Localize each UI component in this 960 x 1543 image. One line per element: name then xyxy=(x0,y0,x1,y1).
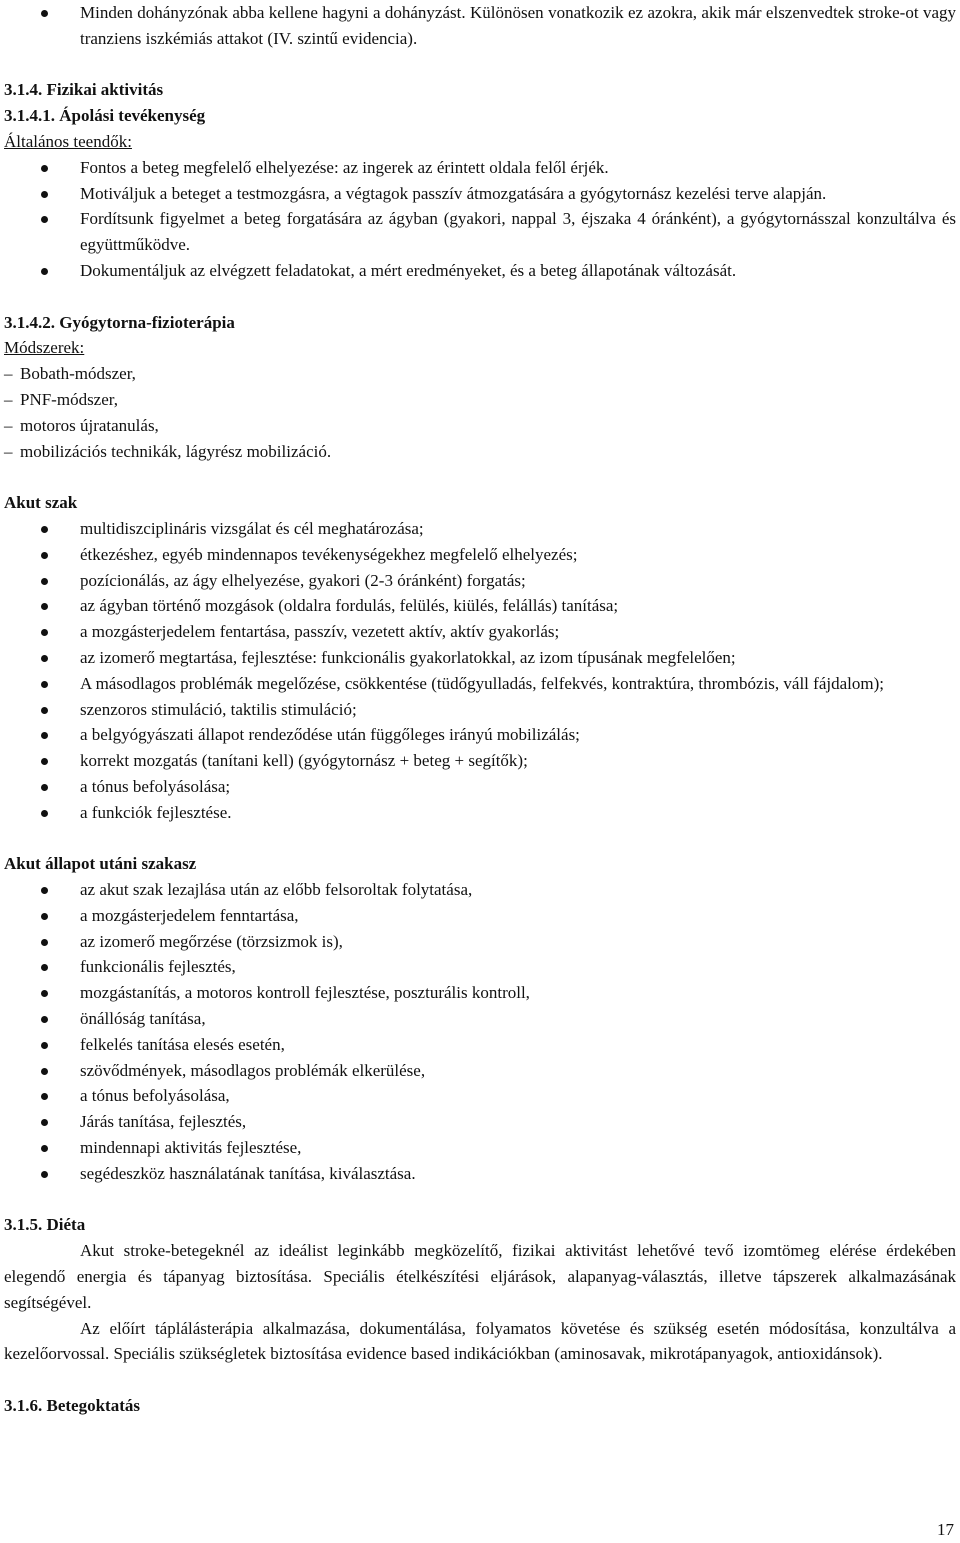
bullet-icon xyxy=(41,784,48,791)
list-item xyxy=(4,361,956,387)
section-heading-akut-szak: Akut szak xyxy=(4,493,78,513)
bullet-icon xyxy=(41,10,48,17)
dash-icon: – xyxy=(4,415,13,435)
bullet-icon xyxy=(41,1016,48,1023)
dash-icon: – xyxy=(4,389,13,409)
bullet-icon xyxy=(41,810,48,817)
list-item xyxy=(4,645,956,671)
list-item xyxy=(4,619,956,645)
list-item xyxy=(4,1032,956,1058)
list-item-text: a mozgásterjedelem fentartása, passzív, vezetett aktív, aktív gyakorlás; xyxy=(80,622,560,642)
list-item-text: segédeszköz használatának tanítása, kiválasztása. xyxy=(80,1163,416,1183)
bullet-icon xyxy=(41,1171,48,1178)
list-item xyxy=(4,439,956,465)
list-item xyxy=(4,929,956,955)
post-acute-bullet-list xyxy=(4,877,956,1187)
diet-paragraph: Akut stroke-betegeknél az ideálist leginkább megközelítő, fizikai aktivitást lehetővé tevő izomtömeg elérése érdekében elegendő energia és tápanyag biztosítása. Speciális ételkészítési eljárások, alapanyag-választás, illetve tápszerek alkalmazásának segítségével. xyxy=(4,1241,956,1312)
bullet-icon xyxy=(41,1093,48,1100)
section-heading-3-1-5: 3.1.5. Diéta xyxy=(4,1215,86,1235)
bullet-icon xyxy=(41,1068,48,1075)
list-item xyxy=(4,1109,956,1135)
list-item-text: önállóság tanítása, xyxy=(80,1009,206,1029)
intro-bullet-list xyxy=(4,0,956,52)
list-item-text: mobilizációs technikák, lágyrész mobilizáció. xyxy=(20,441,332,461)
list-item-text: funkcionális fejlesztés, xyxy=(80,957,236,977)
list-item xyxy=(4,181,956,207)
list-item xyxy=(4,593,956,619)
list-item xyxy=(4,568,956,594)
list-item-text: mindennapi aktivitás fejlesztése, xyxy=(80,1138,302,1158)
list-item xyxy=(4,903,956,929)
subheading-general-tasks: Általános teendők: xyxy=(4,131,132,151)
list-item-text: Minden dohányzónak abba kellene hagyni a dohányzást. Különösen vonatkozik ez azokra, akik már elszenvedtek stroke-ot vagy tranziens iszkémiás attakot (IV. szintű evidencia). xyxy=(80,3,956,48)
spacer xyxy=(4,1187,956,1213)
bullet-icon xyxy=(41,964,48,971)
list-item-text: a belgyógyászati állapot rendeződése után függőleges irányú mobilizálás; xyxy=(80,725,580,745)
list-item xyxy=(4,155,956,181)
list-item xyxy=(4,800,956,826)
list-item-text: felkelés tanítása elesés esetén, xyxy=(80,1034,285,1054)
list-item xyxy=(4,748,956,774)
list-item xyxy=(4,413,956,439)
list-item xyxy=(4,258,956,284)
bullet-icon xyxy=(41,191,48,198)
bullet-icon xyxy=(41,526,48,533)
bullet-icon xyxy=(41,1119,48,1126)
list-item xyxy=(4,1161,956,1187)
section-heading-3-1-4-2: 3.1.4.2. Gyógytorna-fizioterápia xyxy=(4,312,235,332)
bullet-icon xyxy=(41,758,48,765)
section-heading-post-acute: Akut állapot utáni szakasz xyxy=(4,854,197,874)
dash-icon: – xyxy=(4,364,13,384)
bullet-icon xyxy=(41,681,48,688)
bullet-icon xyxy=(41,629,48,636)
bullet-icon xyxy=(41,1042,48,1049)
page-number: 17 xyxy=(937,1520,954,1539)
methods-dash-list xyxy=(4,361,956,464)
section-heading-3-1-6: 3.1.6. Betegoktatás xyxy=(4,1396,140,1416)
bullet-icon xyxy=(41,165,48,172)
list-item-text: a tónus befolyásolása, xyxy=(80,1086,230,1106)
list-item-text: étkezéshez, egyéb mindennapos tevékenységekhez megfelelő elhelyezés; xyxy=(80,544,578,564)
list-item xyxy=(4,542,956,568)
list-item-text: a funkciók fejlesztése. xyxy=(80,802,232,822)
list-item-text: motoros újratanulás, xyxy=(20,415,159,435)
list-item-text: Járás tanítása, fejlesztés, xyxy=(80,1112,247,1132)
nursing-bullet-list xyxy=(4,155,956,284)
list-item-text: PNF-módszer, xyxy=(20,389,119,409)
list-item-text: pozícionálás, az ágy elhelyezése, gyakori (2-3 óránként) forgatás; xyxy=(80,570,526,590)
list-item-text: a tónus befolyásolása; xyxy=(80,776,231,796)
spacer xyxy=(4,52,956,78)
bullet-icon xyxy=(41,732,48,739)
bullet-icon xyxy=(41,913,48,920)
list-item-text: mozgástanítás, a motoros kontroll fejlesztése, poszturális kontroll, xyxy=(80,983,530,1003)
list-item xyxy=(4,387,956,413)
list-item xyxy=(4,1006,956,1032)
list-item xyxy=(4,877,956,903)
list-item xyxy=(4,954,956,980)
list-item xyxy=(4,1135,956,1161)
list-item-text: az akut szak lezajlása után az előbb felsoroltak folytatása, xyxy=(80,880,473,900)
bullet-icon xyxy=(41,578,48,585)
bullet-icon xyxy=(41,216,48,223)
acute-bullet-list xyxy=(4,516,956,826)
bullet-icon xyxy=(41,655,48,662)
list-item xyxy=(4,774,956,800)
bullet-icon xyxy=(41,939,48,946)
list-item xyxy=(4,1083,956,1109)
list-item-text: multidiszciplináris vizsgálat és cél meghatározása; xyxy=(80,518,424,538)
spacer xyxy=(4,284,956,310)
list-item-text: szövődmények, másodlagos problémák elkerülése, xyxy=(80,1060,426,1080)
bullet-icon xyxy=(41,990,48,997)
diet-paragraph: Az előírt táplálásterápia alkalmazása, dokumentálása, folyamatos követése és szükség esetén módosítása, konzultálva a kezelőorvossal. Speciális szükségletek biztosítása evidence based indikációkban (aminosavak, mikrotápanyagok, antioxidánsok). xyxy=(4,1318,956,1364)
list-item xyxy=(4,0,956,52)
list-item xyxy=(4,722,956,748)
bullet-icon xyxy=(41,603,48,610)
list-item xyxy=(4,1058,956,1084)
list-item-text: az ágyban történő mozgások (oldalra fordulás, felülés, kiülés, felállás) tanítása; xyxy=(80,596,619,616)
list-item xyxy=(4,206,956,258)
list-item-text: az izomerő megtartása, fejlesztése: funkcionális gyakorlatokkal, az izom típusának megfelelően; xyxy=(80,647,736,667)
list-item-text: Fontos a beteg megfelelő elhelyezése: az ingerek az érintett oldala felől érjék. xyxy=(80,157,609,177)
bullet-icon xyxy=(41,552,48,559)
list-item-text: az izomerő megőrzése (törzsizmok is), xyxy=(80,931,343,951)
bullet-icon xyxy=(41,1145,48,1152)
list-item xyxy=(4,671,956,697)
bullet-icon xyxy=(41,707,48,714)
dash-icon: – xyxy=(4,441,13,461)
spacer xyxy=(4,826,956,852)
subheading-methods: Módszerek: xyxy=(4,338,85,358)
list-item-text: Bobath-módszer, xyxy=(20,364,136,384)
section-heading-3-1-4: 3.1.4. Fizikai aktivitás xyxy=(4,80,164,100)
list-item xyxy=(4,697,956,723)
list-item-text: korrekt mozgatás (tanítani kell) (gyógytornász + beteg + segítők); xyxy=(80,751,528,771)
list-item-text: Motiváljuk a beteget a testmozgásra, a végtagok passzív átmozgatására a gyógytornász kezelési terve alapján. xyxy=(80,183,827,203)
list-item-text: Fordítsunk figyelmet a beteg forgatására az ágyban (gyakori, nappal 3, éjszaka 4 óránként), a gyógytornásszal konzultálva és együttműködve. xyxy=(80,209,956,255)
spacer xyxy=(4,464,956,490)
list-item xyxy=(4,516,956,542)
bullet-icon xyxy=(41,887,48,894)
list-item-text: Dokumentáljuk az elvégzett feladatokat, a mért eredményeket, és a beteg állapotának változását. xyxy=(80,260,737,280)
section-heading-3-1-4-1: 3.1.4.1. Ápolási tevékenység xyxy=(4,106,206,126)
list-item-text: szenzoros stimuláció, taktilis stimuláció; xyxy=(80,699,357,719)
list-item xyxy=(4,980,956,1006)
list-item-text: A másodlagos problémák megelőzése, csökkentése (tüdőgyulladás, felfekvés, kontraktúra, thrombózis, váll fájdalom); xyxy=(80,673,884,693)
list-item-text: a mozgásterjedelem fenntartása, xyxy=(80,905,299,925)
bullet-icon xyxy=(41,268,48,275)
spacer xyxy=(4,1367,956,1393)
